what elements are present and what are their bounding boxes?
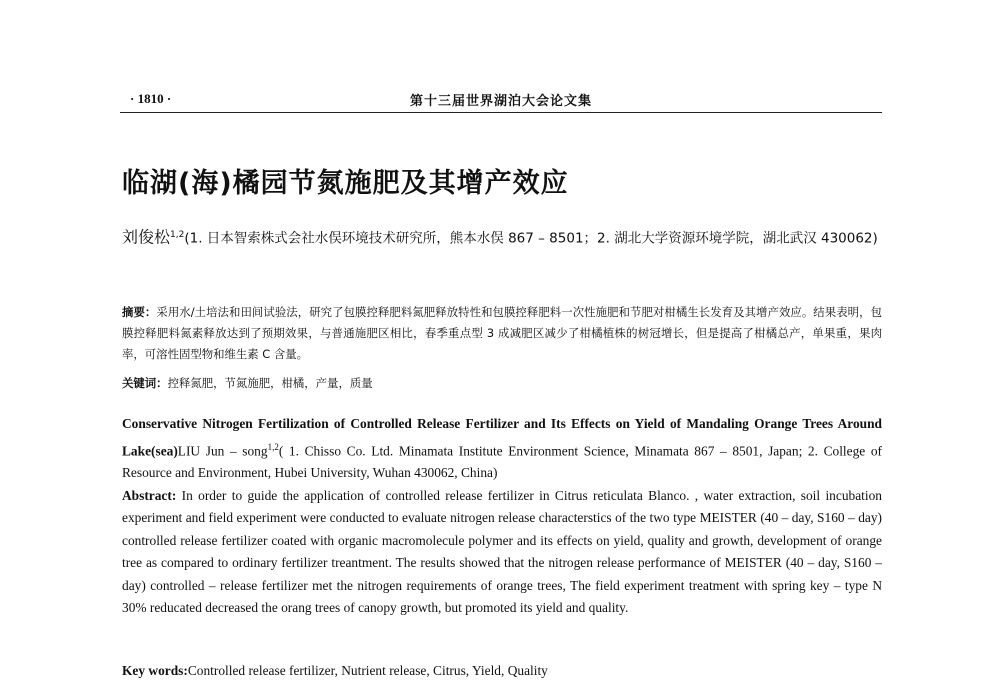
page-number: · 1810 · [130,91,172,106]
english-abstract-label: Abstract: [122,487,177,503]
chinese-abstract-label: 摘要： [122,305,157,319]
english-author: LIU Jun – song [177,442,268,458]
author-name: 刘俊松 [122,227,171,247]
affiliation-text: (1. 日本智索株式会社水俣环境技术研究所，熊本水俣 867 – 8501；2. 湖北大学资源环境学院，湖北武汉 430062) [184,230,878,247]
chinese-abstract-text: 采用水/土培法和田间试验法，研究了包膜控释肥料氮肥释放特性和包膜控释肥料一次性施肥和节肥对柑橘生长发育及其增产效应。结果表明，包膜控释肥料氮素释放达到了预期效果，与普通施肥区相比，春季重点型 3 成减肥区减少了柑橘植株的树冠增长，但是提高了柑橘总产，单果重，果肉率，可溶性固型物和维生素 C 含量。 [122,305,882,361]
author-superscript: 1,2 [170,230,185,240]
english-abstract [122,485,882,620]
author-affiliation [122,224,882,251]
chinese-keywords-text: 控释氮肥，节氮施肥，柑橘，产量，质量 [167,376,373,390]
english-section [122,413,882,620]
english-keywords [122,661,882,681]
header-rule [120,112,882,113]
page-header [120,87,882,111]
english-author-superscript: 1,2 [267,441,279,452]
article-title: 临湖(海)橘园节氮施肥及其增产效应 [122,168,569,199]
english-keywords-label: Key words: [122,663,188,678]
english-affiliation: ( 1. Chisso Co. Ltd. Minamata Institute Environment Science, Minamata 867 – 8501, Japan; 2. College of Resource and Environment, Hubei University, Wuhan 430062, China) [122,442,882,481]
chinese-keywords-label: 关键词： [122,376,168,390]
english-keywords-text: Controlled release fertilizer, Nutrient release, Citrus, Yield, Quality [187,663,548,678]
chinese-keywords [122,373,882,394]
english-abstract-text: In order to guide the application of controlled release fertilizer in Citrus reticulata Blanco. , water extraction, soil incubation experiment and field experiment were conducted to evaluate nitrogen release characterstics of the two type MEISTER (40 – day, S160 – day) controlled release fertilizer coated with organic macromolecule polymer and its effects on yield, quality and growth, development of orange tree as compared to ordinary fertilizer treantment. The results showed that the nitrogen release performance of MEISTER (40 – day, S160 – day) controlled – release fertilizer met the nitrogen requirements of orange trees, The field experiment treatment with spring key – type N 30% reducated decreased the orang trees of canopy growth, but promoted its yield and quality. [122,487,882,616]
running-title: 第十三届世界湖泊大会论文集 [409,94,592,109]
chinese-abstract [122,302,882,365]
english-title: Conservative Nitrogen Fertilization of Controlled Release Fertilizer and Its Effects on Yield of Mandaling Orange Trees Around Lake(sea) [122,416,882,458]
english-title-author [122,413,882,485]
